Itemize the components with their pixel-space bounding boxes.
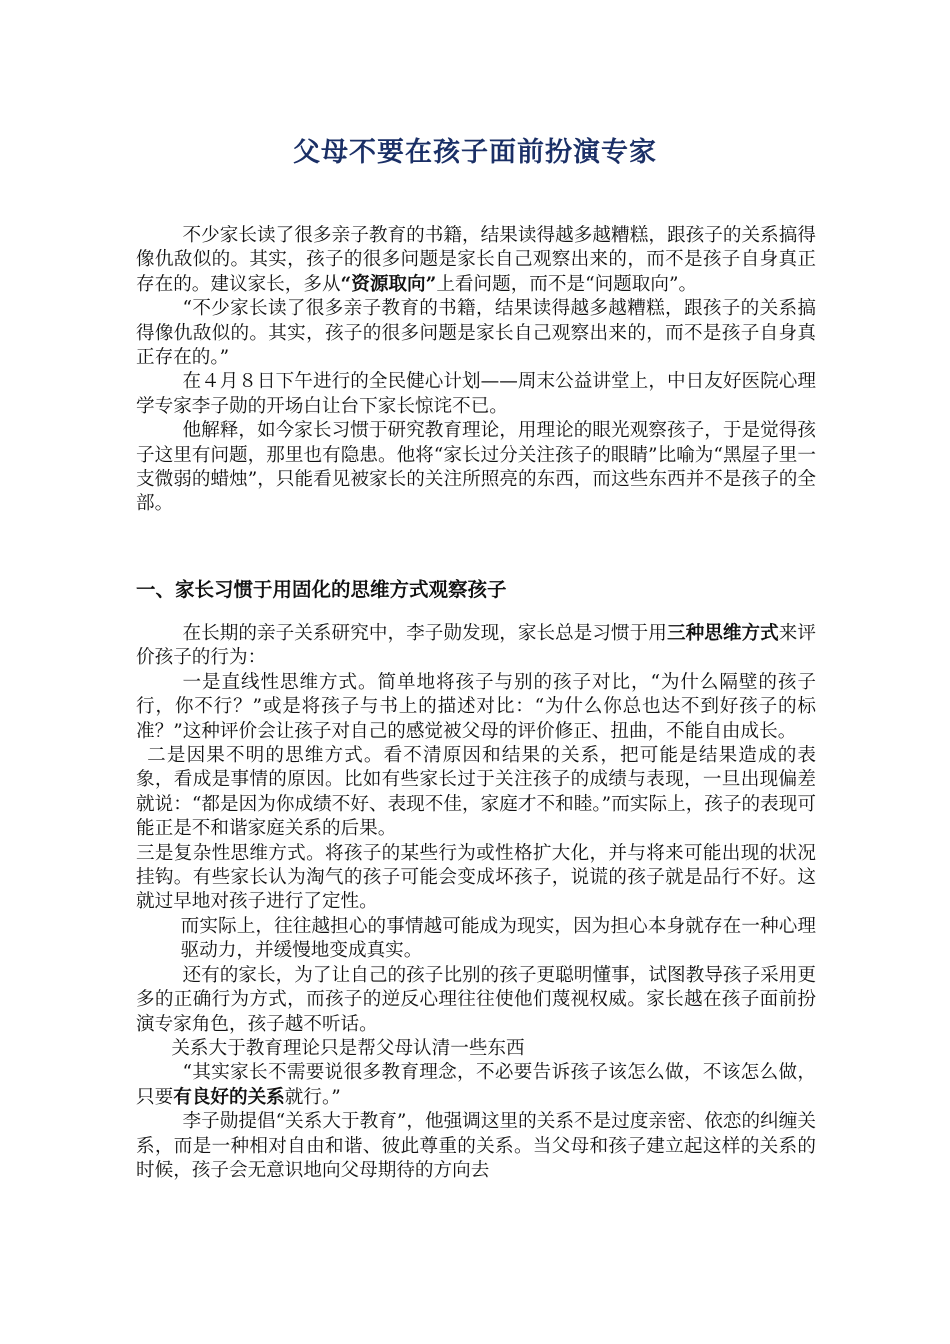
intro-paragraph-4: 他解释，如今家长习惯于研究教育理论，用理论的眼光观察孩子，于是觉得孩子这里有问题，那里也有隐患。他将“家长过分关注孩子的眼睛”比喻为“黑屋子里一支微弱的蜡烛”，只能看见被家长的关注所照亮的东西，而这些东西并不是孩子的全部。 [136,420,816,515]
section-paragraph-4: 三是复杂性思维方式。将孩子的某些行为或性格扩大化，并与将来可能出现的状况挂钩。有些家长认为淘气的孩子可能会变成坏孩子，说谎的孩子就是品行不好。这就过早地对孩子进行了定性。 [136,842,816,913]
section-paragraph-9: 李子勋提倡“关系大于教育”，他强调这里的关系不是过度亲密、依恋的纠缠关系，而是一种相对自由和谐、彼此尊重的关系。当父母和孩子建立起这样的关系的时候，孩子会无意识地向父母期待的方向去 [136,1111,816,1181]
section-subheading: 关系大于教育理论只是帮父母认清一些东西 [171,1037,525,1059]
intro-section [136,224,816,517]
intro-p1-text: 不少家长读了很多亲子教育的书籍，结果读得越多越糟糕，跟孩子的关系搞得像仇敌似的。其实，孩子的很多问题是家长自己观察出来的，而不是孩子自身真正存在的。建议家长，多从 [136,225,816,295]
section-1-body [136,622,816,1183]
section-p8-text: “其实家长不需要说很多教育理念，不必要告诉孩子该怎么做，不该怎么做，只要 [136,1062,816,1108]
intro-paragraph-3: 在４月８日下午进行的全民健心计划——周末公益讲堂上，中日友好医院心理学专家李子勋的开场白让台下家长惊诧不已。 [136,371,816,417]
section-paragraph-2: 一是直线性思维方式。简单地将孩子与别的孩子对比，“为什么隔壁的孩子行，你不行？”或是将孩子与书上的描述对比：“为什么你总也达不到好孩子的标准？”这种评价会让孩子对自己的感觉被父母的评价修正、扭曲，不能自由成长。 [136,671,816,742]
section-paragraph-3: 二是因果不明的思维方式。看不清原因和结果的关系，把可能是结果造成的表象，看成是事情的原因。比如有些家长过于关注孩子的成绩与表现，一旦出现偏差就说：“都是因为你成绩不好、表现不佳，家庭才不和睦。”而实际上，孩子的表现可能正是不和谐家庭关系的后果。 [136,745,816,840]
section-paragraph-5 [136,915,816,964]
section-paragraph-6: 还有的家长，为了让自己的孩子比别的孩子更聪明懂事，试图教导孩子采用更多的正确行为方式，而孩子的逆反心理往往使他们蔑视权威。家长越在孩子面前扮演专家角色，孩子越不听话。 [136,964,816,1035]
section-p5-text: 而实际上，往往越担心的事情越可能成为现实，因为担心本身就存在一种心理驱动力，并缓慢地变成真实。 [180,915,816,962]
page-title: 父母不要在孩子面前扮演专家 [293,137,657,168]
section-p1-bold: 三种思维方式 [666,623,779,644]
section-p8-tail: 就行。” [284,1086,341,1108]
section-p1-text: 在长期的亲子关系研究中，李子勋发现，家长总是习惯于用 [182,623,667,644]
section-heading: 一、家长习惯于用固化的思维方式观察孩子 [136,578,507,601]
intro-paragraph-2: “不少家长读了很多亲子教育的书籍，结果读得越多越糟糕，跟孩子的关系搞得像仇敌似的。其实，孩子的很多问题是家长自己观察出来的，而不是孩子自身真正存在的。” [136,298,816,369]
section-paragraph-1 [136,622,816,671]
intro-paragraph-1 [136,224,816,297]
section-p8-bold: 有良好的关系 [173,1086,285,1108]
intro-p1-tail: 上看问题，而不是“问题取向”。 [436,273,698,295]
intro-p1-bold: “资源取向” [340,273,437,295]
section-p1-tail: 来评价孩子的行为： [136,623,816,669]
section-paragraph-8 [136,1061,816,1110]
